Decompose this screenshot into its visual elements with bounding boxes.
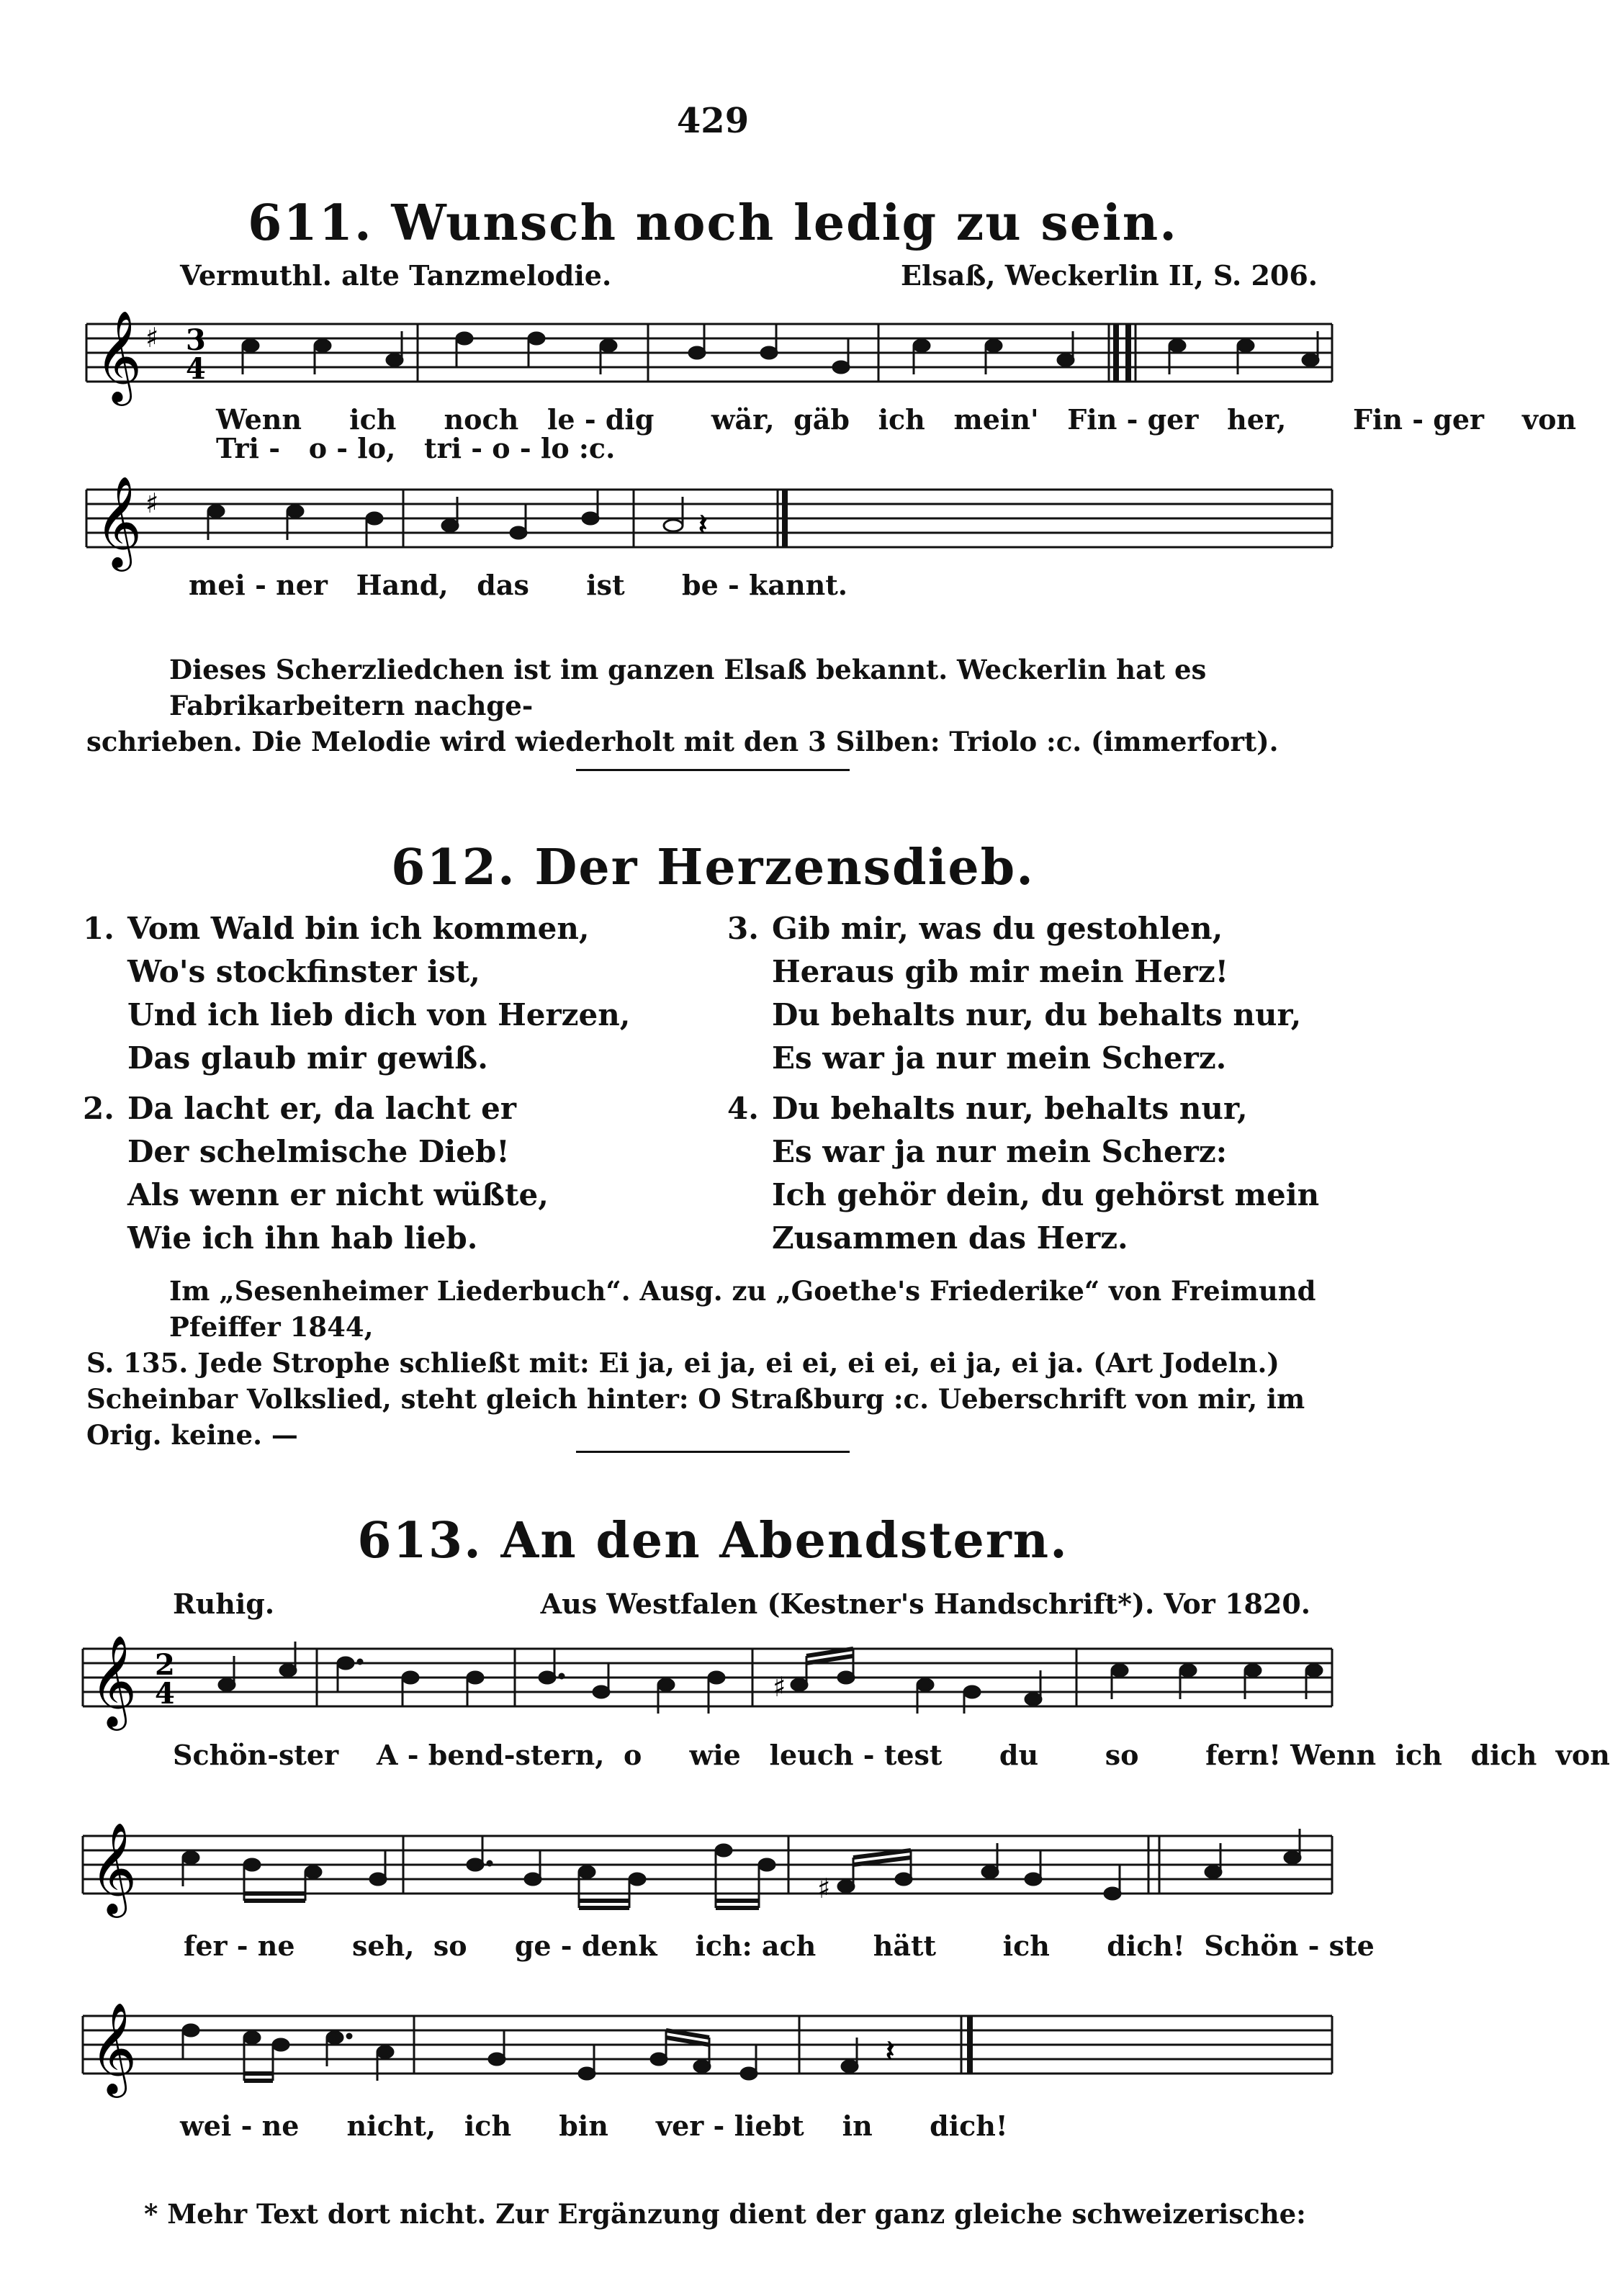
song-611-staff-1: [86, 302, 1339, 403]
svg-text:♯: ♯: [817, 1872, 831, 1904]
song-613-staff-3: [83, 1980, 1343, 2102]
song-611-title: 611. Wunsch noch ledig zu sein.: [248, 194, 1178, 252]
svg-text:𝄽: 𝄽: [886, 2034, 895, 2068]
divider-2: [576, 1451, 850, 1453]
svg-text:4: 4: [155, 1677, 175, 1711]
song-611-lyric-row1b: Tri - o - lo, tri - o - lo ⁠:c.: [216, 432, 616, 464]
svg-text:♯: ♯: [773, 1670, 786, 1703]
svg-text:𝄞: 𝄞: [90, 1822, 138, 1914]
song-612-verse-1: 1. Vom Wald bin ich kommen, Wo's stockfinster ist, Und ich lieb dich von Herzen, Das glaub mir gewiß.: [83, 911, 631, 1076]
song-613-footnote: * Mehr Text dort nicht. Zur Ergänzung dient der ganz gleiche schweizerische:: [144, 2198, 1306, 2230]
song-611-note: Dieses Scherzliedchen ist im ganzen Elsaß bekannt. Weckerlin hat es Fabrikarbeitern nachge- schrieben. Die Melodie wird wiederholt mit den 3 Silben: Triolo ⁠:c. (immerfort).: [86, 654, 1279, 757]
song-611-tempo: Vermuthl. alte Tanzmelodie.: [180, 259, 612, 292]
song-612-verse-3: 3. Gib mir, was du gestohlen, Heraus gib mir mein Herz! Du behalts nur, du behalts nur, Es war ja nur mein Scherz.: [727, 911, 1302, 1076]
svg-text:2: 2: [155, 1648, 175, 1682]
sharp-icon: ♯: [145, 321, 159, 354]
svg-text:4: 4: [186, 352, 206, 386]
song-613-source: Aus Westfalen (Kestner's Handschrift*). Vor 1820.: [540, 1588, 1310, 1620]
song-613-lyric-row3: wei - ne nicht, ich bin ver - liebt in dich!: [180, 2110, 1008, 2142]
song-611-staff-2: [86, 468, 1339, 569]
treble-clef-icon: 𝄞: [95, 310, 143, 402]
divider-1: [576, 769, 850, 771]
svg-text:𝄞: 𝄞: [90, 1634, 138, 1726]
song-612-verse-4: 4. Du behalts nur, behalts nur, Es war ja nur mein Scherz: Ich gehör dein, du gehörst mein Zusammen das Herz.: [727, 1091, 1320, 1256]
song-612-title: 612. Der Herzensdieb.: [391, 839, 1035, 896]
svg-text:3: 3: [186, 323, 206, 357]
song-612-verse-2: 2. Da lacht er, da lacht er Der schelmische Dieb! Als wenn er nicht wüßte, Wie ich ihn hab lieb.: [83, 1091, 549, 1256]
song-612-note: Im „Sesenheimer Liederbuch“. Ausg. zu „Goethe's Friederike“ von Freimund Pfeiffer 1844, S. 135. Jede Strophe schließt mit: Ei ja, ei ja, ei ei, ei ei, ei ja, ei ja. (Art Jodeln.) Scheinbar Volkslied, steht gleich hinter: O Straßburg ⁠:c. Ueberschrift von mir, im Orig. keine. —: [86, 1275, 1316, 1451]
song-613-lyric-row2: fer - ne seh, so ge - denk ich: ach hätt ich dich! Schön - ste: [184, 1930, 1375, 1962]
song-613-tempo: Ruhig.: [173, 1588, 275, 1620]
page-number: 429: [676, 101, 750, 141]
svg-text:♯: ♯: [145, 487, 159, 519]
song-613-lyric-row1: Schön-ster A - bend-stern, o wie leuch - test du so fern! Wenn ich dich von: [173, 1739, 1610, 1771]
song-611-lyric-row2: mei - ner Hand, das ist be - kannt.: [189, 569, 848, 601]
song-613-title: 613. An den Abendstern.: [357, 1512, 1069, 1570]
svg-text:𝄞: 𝄞: [90, 2002, 138, 2094]
svg-text:𝄞: 𝄞: [95, 475, 143, 567]
song-611-lyric-row1: Wenn ich noch le - dig wär, gäb ich mein' Fin - ger her, Fin - ger von: [216, 403, 1577, 436]
song-613-staff-1: [83, 1620, 1343, 1735]
song-611-source: Elsaß, Weckerlin II, S. 206.: [901, 259, 1318, 292]
song-613-staff-2: [83, 1793, 1343, 1922]
svg-text:𝄽: 𝄽: [698, 508, 708, 541]
